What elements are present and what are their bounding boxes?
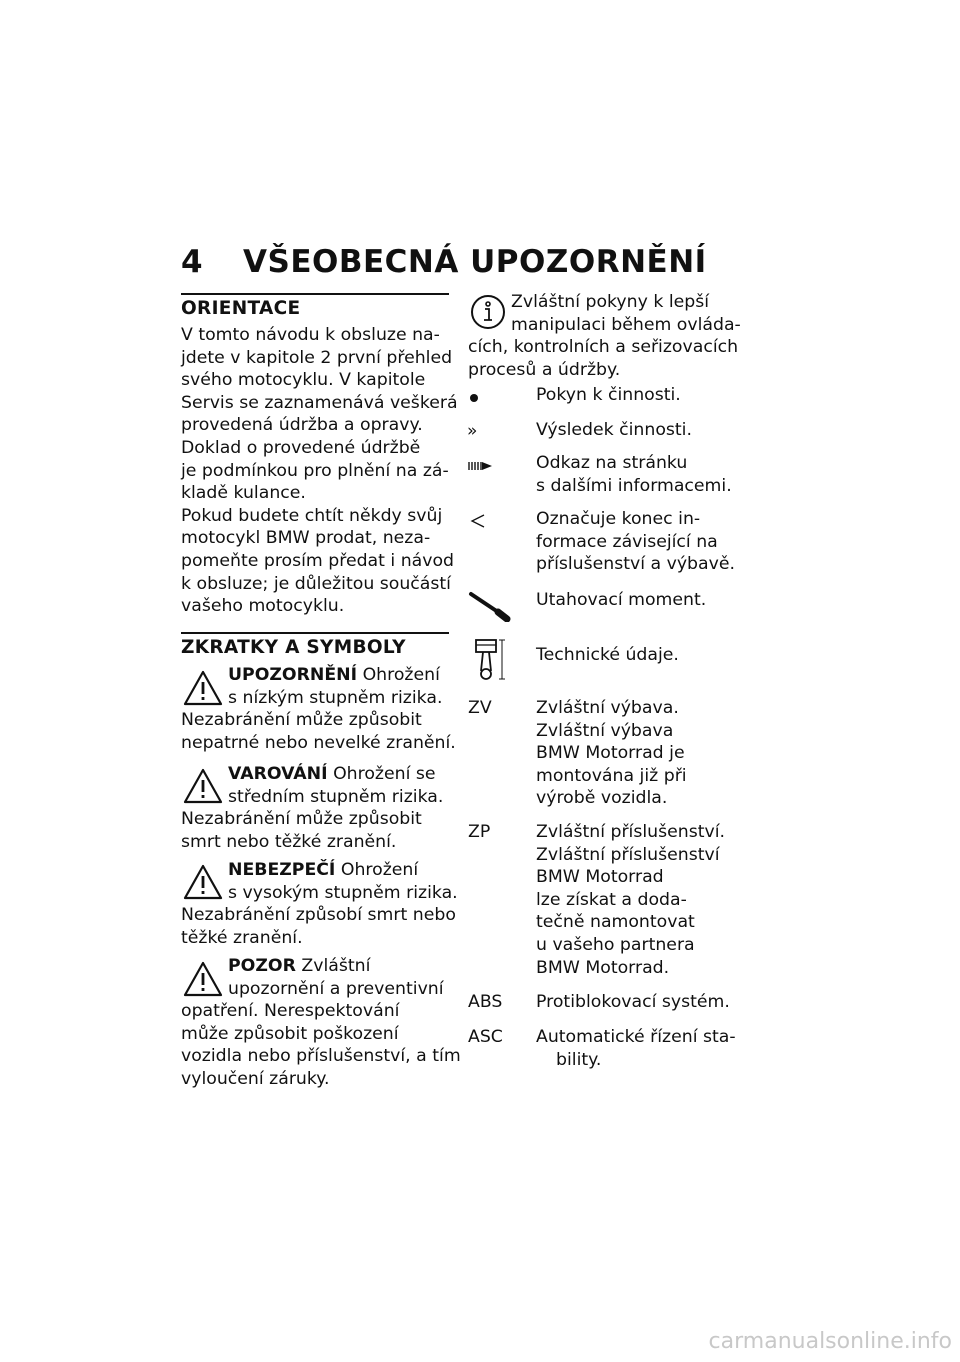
- warning-text: Ohrožení: [335, 860, 419, 880]
- text-line: svého motocyklu. V kapitole: [181, 370, 426, 391]
- text-line: středním stupněm rizika.: [228, 786, 444, 807]
- piston-icon: [470, 637, 510, 685]
- text-line: manipulaci během ovláda-: [511, 314, 741, 335]
- text-line: upozornění a preventivní: [228, 978, 444, 999]
- text-line: k obsluze; je důležitou součástí: [181, 573, 451, 594]
- text-line: je podmínkou pro plnění na zá-: [181, 460, 449, 481]
- text-line: může způsobit poškození: [181, 1023, 399, 1044]
- text-line: procesů a údržby.: [468, 359, 621, 380]
- section-heading-orientation: ORIENTACE: [181, 298, 301, 319]
- text-line: kladě kulance.: [181, 483, 306, 504]
- warning-text: Zvláštní: [295, 956, 371, 976]
- text-line: provedená údržba a opravy.: [181, 415, 423, 436]
- text-line: těžké zranění.: [181, 927, 303, 948]
- warning-danger: [181, 859, 458, 949]
- symbol-description: Odkaz na stránku s dalšími informacemi.: [536, 453, 732, 496]
- symbol-description: Označuje konec in- formace závisející na příslušenství a výbavě.: [536, 509, 735, 575]
- abbreviation-asc: ASC: [468, 1027, 503, 1047]
- abbreviation-description: Automatické řízení sta- bility.: [536, 1027, 736, 1070]
- symbol-description: Utahovací moment.: [536, 590, 707, 610]
- text-line: Nezabránění způsobí smrt nebo: [181, 905, 456, 926]
- text-line: cích, kontrolních a seřizovacích: [468, 337, 739, 358]
- warning-warning: [181, 763, 443, 853]
- double-chevron-icon: »: [467, 421, 478, 441]
- section-heading-symbols: ZKRATKY A SYMBOLY: [181, 637, 406, 658]
- section-rule: [181, 632, 449, 634]
- arrow-reference-icon: [468, 457, 494, 476]
- text-line: Nezabránění může způsobit: [181, 809, 422, 830]
- orientation-paragraph: [181, 324, 458, 618]
- text-line: opatření. Nerespektování: [181, 1001, 400, 1022]
- text-line: Zvláštní pokyny k lepší: [511, 292, 710, 312]
- text-line: Nezabránění může způsobit: [181, 710, 422, 731]
- text-line: motocykl BMW prodat, neza-: [181, 528, 431, 549]
- warning-title: UPOZORNĚNÍ: [228, 665, 358, 685]
- text-line: vyloučení záruky.: [181, 1068, 330, 1089]
- info-note: [468, 291, 741, 381]
- warning-text: Ohrožení: [357, 665, 440, 685]
- warning-notice: [181, 664, 456, 754]
- symbol-description: Pokyn k činnosti.: [536, 385, 681, 405]
- chapter-title-text: VŠEOBECNÁ UPOZORNĚNÍ: [243, 244, 707, 280]
- text-line: V tomto návodu k obsluze na-: [181, 325, 440, 345]
- warning-caution: [181, 955, 461, 1091]
- triangle-end-icon: [470, 513, 486, 533]
- abbreviation-description: Protiblokovací systém.: [536, 992, 730, 1012]
- chapter-number: 4: [181, 244, 204, 280]
- text-line: jdete v kapitole 2 první přehled: [181, 347, 453, 368]
- abbreviation-zv: ZV: [468, 698, 492, 718]
- text-line: vašeho motocyklu.: [181, 596, 345, 617]
- warning-title: NEBEZPEČÍ: [228, 860, 336, 880]
- text-line: pomeňte prosím předat i návod: [181, 550, 455, 571]
- abbreviation-description: Zvláštní výbava. Zvláštní výbava BMW Motorrad je montována již při výrobě vozidla.: [536, 698, 687, 809]
- warning-title: POZOR: [228, 956, 296, 976]
- text-line: Doklad o provedené údržbě: [181, 437, 421, 458]
- torque-wrench-icon: [468, 588, 512, 626]
- watermark: carmanualsonline.info: [708, 1329, 952, 1354]
- symbol-description: Technické údaje.: [536, 645, 679, 665]
- text-line: Servis se zaznamenává veškerá: [181, 392, 458, 413]
- text-line: Pokud budete chtít někdy svůj: [181, 505, 443, 526]
- text-line: s vysokým stupněm rizika.: [228, 882, 458, 903]
- chapter-title: [181, 244, 707, 280]
- abbreviation-zp: ZP: [468, 822, 491, 842]
- text-line: s nízkým stupněm rizika.: [228, 687, 443, 708]
- warning-text: Ohrožení se: [327, 764, 436, 784]
- text-line: vozidla nebo příslušenství, a tím: [181, 1046, 461, 1067]
- section-rule: [181, 293, 449, 295]
- abbreviation-description: Zvláštní příslušenství. Zvláštní příslušenství BMW Motorrad lze získat a doda- tečně namontovat u vašeho partnera BMW Motorrad.: [536, 822, 726, 978]
- text-line: smrt nebo těžké zranění.: [181, 831, 397, 852]
- bullet-icon: [468, 389, 480, 408]
- abbreviation-abs: ABS: [468, 992, 503, 1012]
- warning-title: VAROVÁNÍ: [228, 764, 328, 784]
- text-line: nepatrné nebo nevelké zranění.: [181, 732, 456, 753]
- symbol-description: Výsledek činnosti.: [536, 420, 692, 440]
